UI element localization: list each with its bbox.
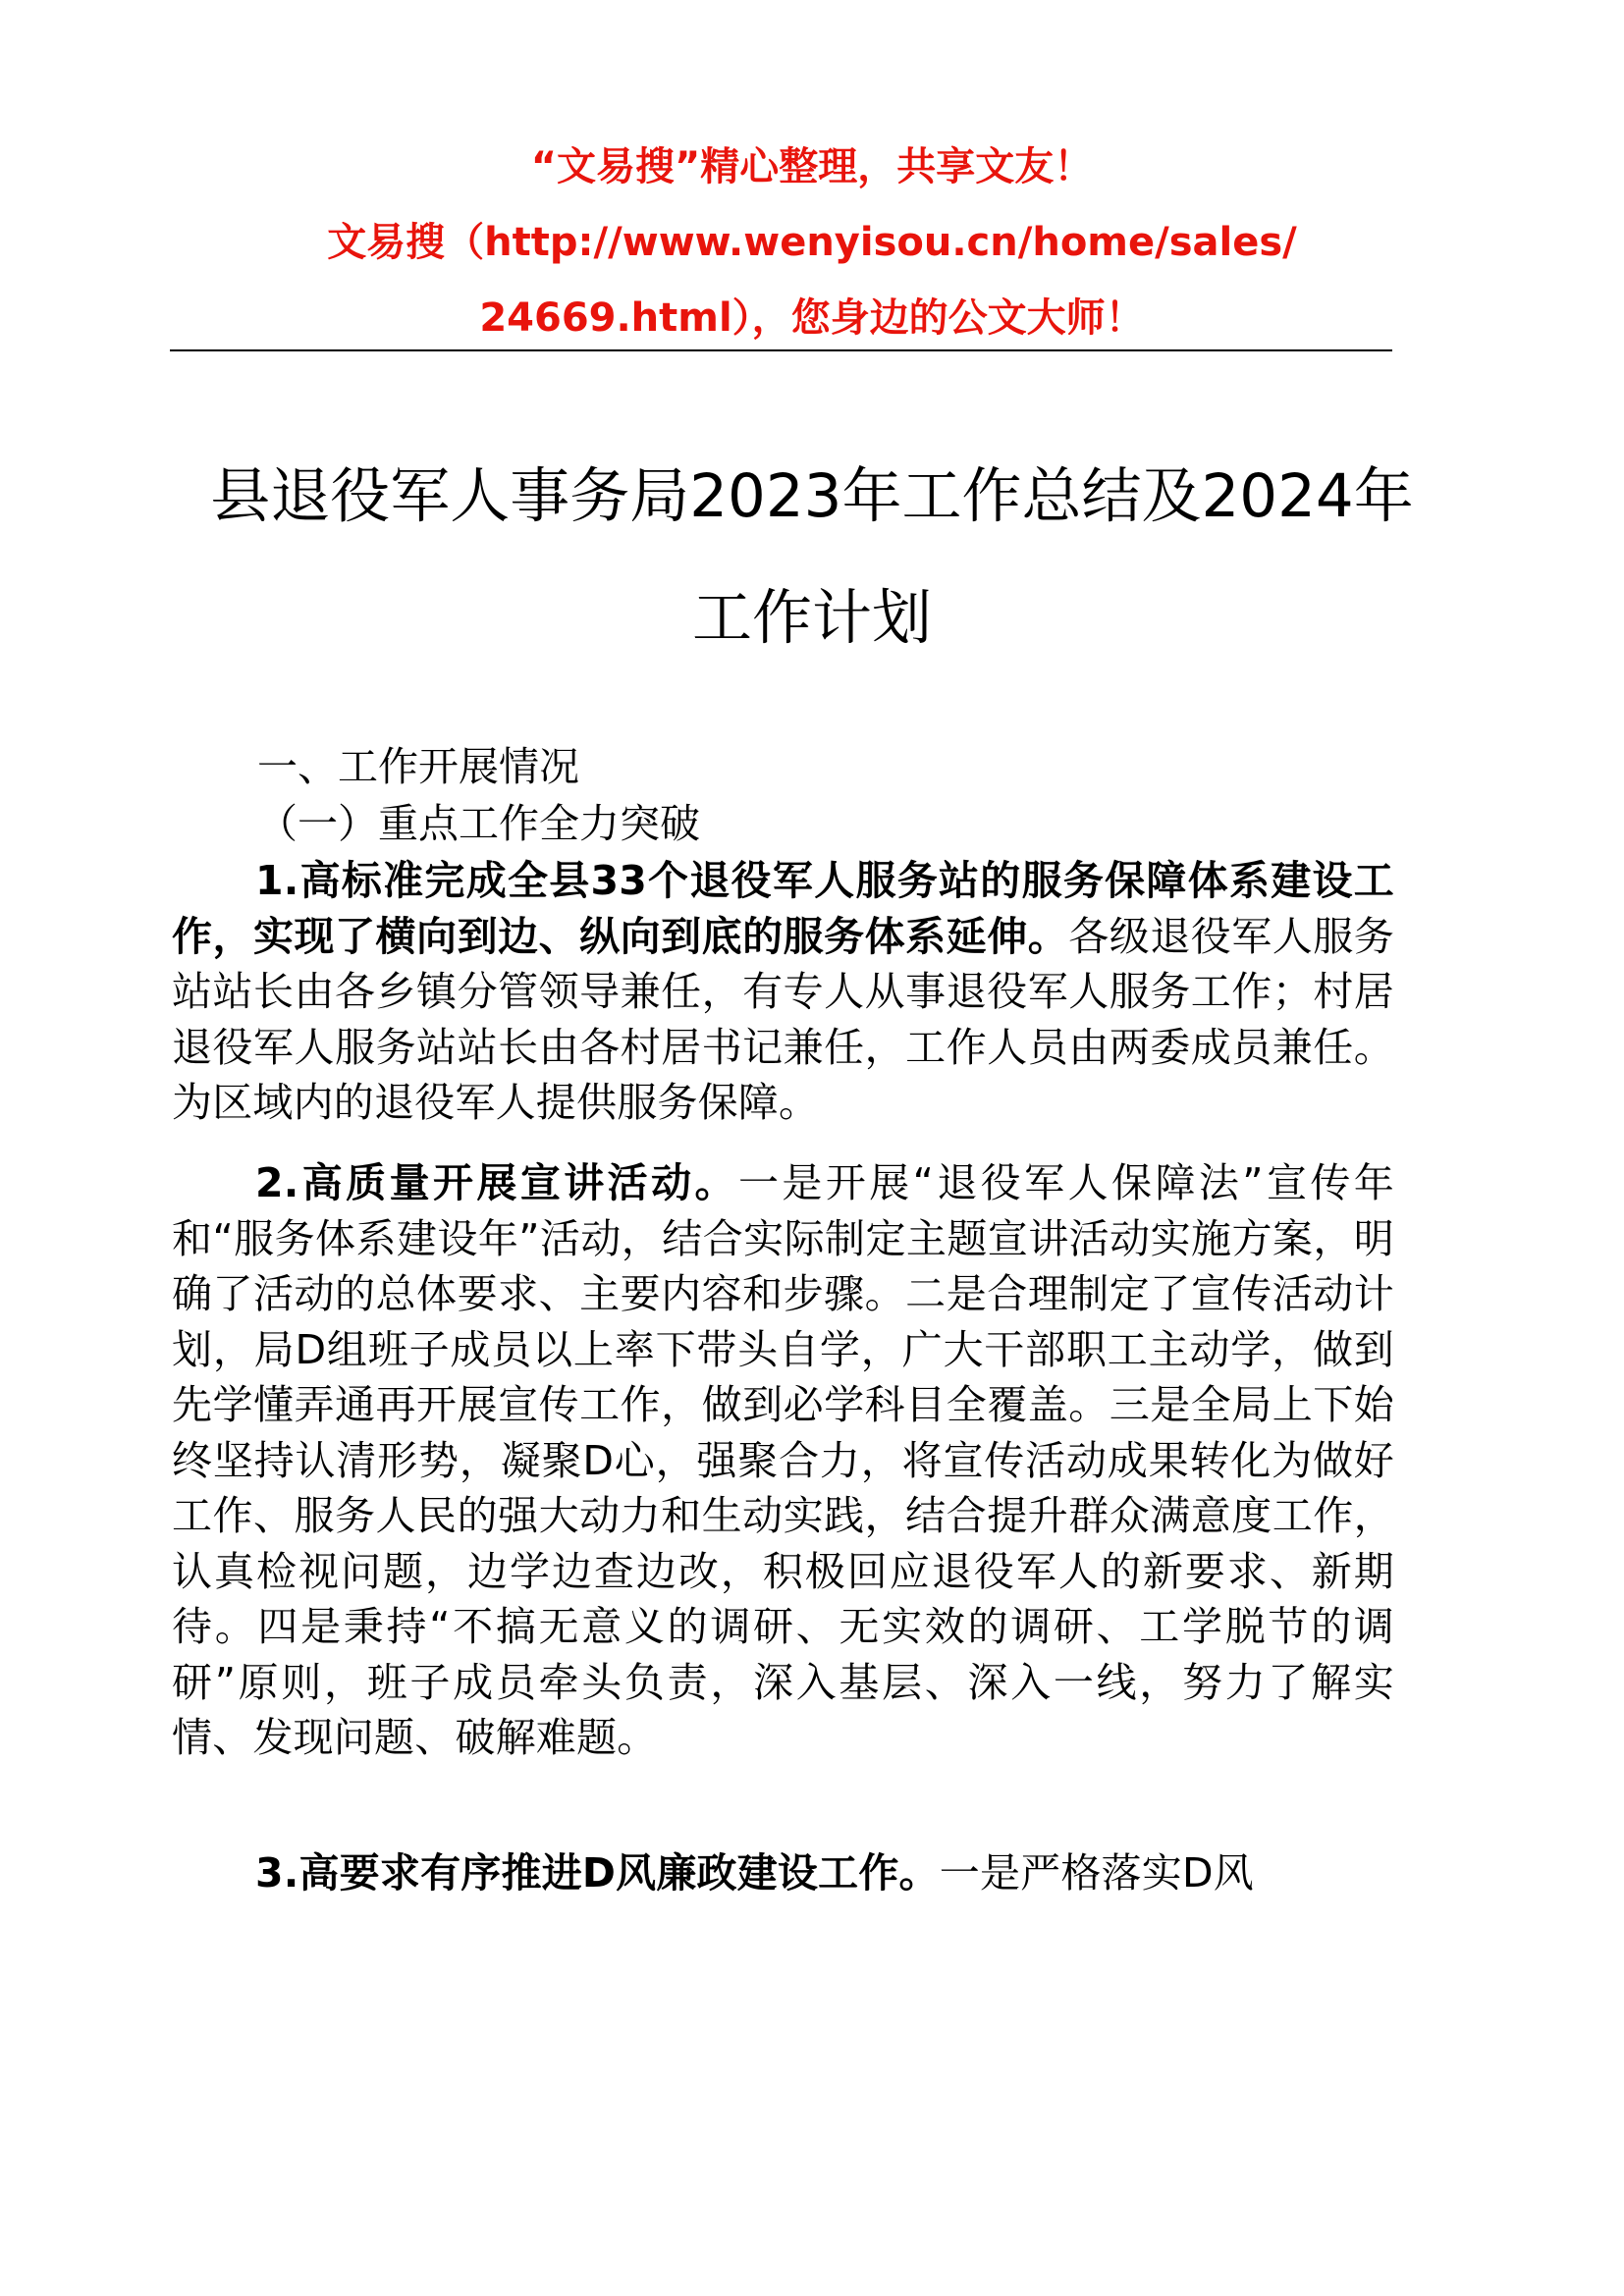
paragraph-2	[172, 1155, 1394, 1766]
document-title-line-2: 工作计划	[691, 583, 932, 653]
header-promo-line: “文易搜”精心整理，共享文友！	[530, 144, 1094, 189]
subsection-heading: （一）重点工作全力突破	[257, 800, 700, 847]
paragraph-2-lead: 2.高质量开展宣讲活动。	[255, 1159, 738, 1206]
paragraph-1-body: 各级退役军人服务站站长由各乡镇分管领导兼任，有专人从事退役军人服务工作；村居退役军人服务站站长由各村居书记兼任，工作人员由两委成员兼任。为区域内的退役军人提供服务保障。	[172, 912, 1394, 1126]
paragraph-3-lead: 3.高要求有序推进D风廉政建设工作。	[255, 1849, 940, 1896]
paragraph-1-lead: 1.高标准完成全县33个退役军人服务站的服务保障体系建设工作，实现了横向到边、纵向到底的服务体系延伸。	[172, 857, 1394, 960]
paragraph-3	[172, 1845, 1394, 1901]
paragraph-2-body: 一是开展“退役军人保障法”宣传年和“服务体系建设年”活动，结合实际制定主题宣讲活动实施方案，明确了活动的总体要求、主要内容和步骤。二是合理制定了宣传活动计划，局D组班子成员以上率下带头自学，广大干部职工主动学，做到先学懂弄通再开展宣传工作，做到必学科目全覆盖。三是全局上下始终坚持认清形势，凝聚D心，强聚合力，将宣传活动成果转化为做好工作、服务人民的强大动力和生动实践，结合提升群众满意度工作，认真检视问题，边学边查边改，积极回应退役军人的新要求、新期待。四是秉持“不搞无意义的调研、无实效的调研、工学脱节的调研”原则，班子成员牵头负责，深入基层、深入一线，努力了解实情、发现问题、破解难题。	[172, 1159, 1394, 1761]
header-divider	[170, 349, 1392, 351]
paragraph-1	[172, 853, 1394, 1131]
section-heading: 一、工作开展情况	[257, 743, 579, 790]
document-title-line-1: 县退役军人事务局2023年工作总结及2024年	[210, 461, 1414, 531]
paragraph-3-body: 一是严格落实D风	[939, 1849, 1254, 1896]
header-url-line[interactable]: 文易搜（http://www.wenyisou.cn/home/sales/	[327, 220, 1297, 265]
header-slogan-line: 24669.html），您身边的公文大师！	[479, 295, 1145, 341]
